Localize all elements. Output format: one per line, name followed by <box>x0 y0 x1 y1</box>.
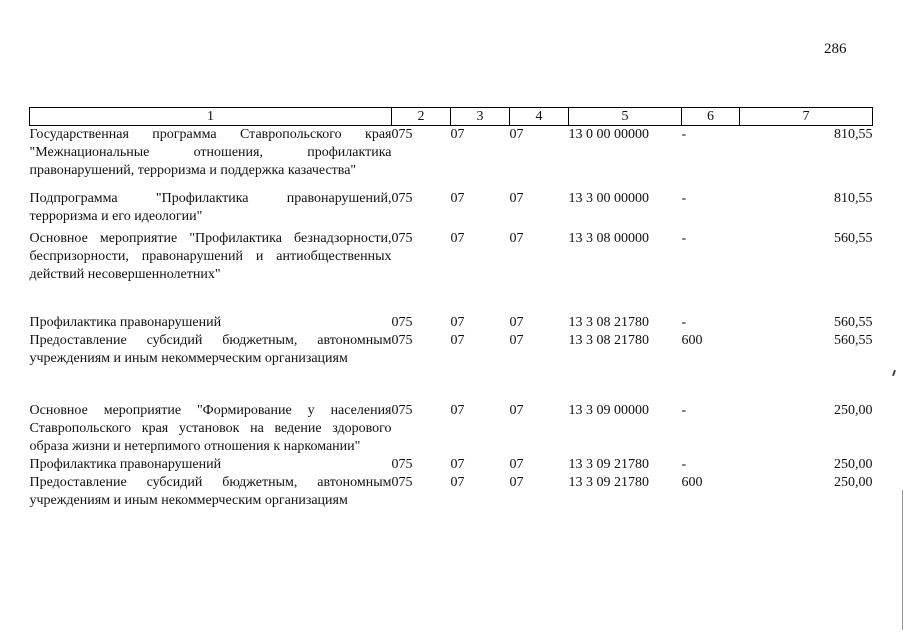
cell-target-article: 13 3 09 21780 <box>568 457 649 472</box>
cell-section: 07 <box>450 403 465 418</box>
row-name: Основное мероприятие "Формирование у населения Ставропольского края установок на ведение здорового образа жизни и нетерпимого отношения к наркомании" <box>29 403 392 454</box>
cell-subsection: 07 <box>509 475 524 490</box>
cell-ministry: 075 <box>391 475 413 490</box>
cell-target-article: 13 3 08 00000 <box>568 231 649 246</box>
cell-subsection: 07 <box>509 403 524 418</box>
cell-target-article: 13 3 08 21780 <box>568 315 649 330</box>
table-row <box>30 180 873 226</box>
cell-amount: 250,00 <box>834 403 873 418</box>
cell-amount: 560,55 <box>834 333 873 348</box>
cell-subsection: 07 <box>509 231 524 246</box>
page-number: 286 <box>824 41 847 57</box>
cell-target-article: 13 0 00 00000 <box>568 127 649 142</box>
table-row <box>30 368 873 456</box>
cell-section: 07 <box>450 333 465 348</box>
cell-subsection: 07 <box>509 127 524 142</box>
table-header-row <box>30 108 873 126</box>
cell-ministry: 075 <box>391 127 413 142</box>
table-row <box>30 332 873 368</box>
table-row <box>30 126 873 181</box>
cell-subsection: 07 <box>509 457 524 472</box>
cell-expense-type: - <box>681 403 687 418</box>
scan-edge-line <box>902 490 903 630</box>
cell-target-article: 13 3 09 00000 <box>568 403 649 418</box>
cell-section: 07 <box>450 315 465 330</box>
cell-ministry: 075 <box>391 191 413 206</box>
row-name: Предоставление субсидий бюджетным, автономным учреждениям и иным некоммерческим организациям <box>29 475 392 508</box>
cell-expense-type: - <box>681 191 687 206</box>
column-header: 5 <box>569 108 682 126</box>
cell-expense-type: 600 <box>681 333 703 348</box>
row-name: Профилактика правонарушений <box>29 457 222 472</box>
cell-subsection: 07 <box>509 333 524 348</box>
cell-ministry: 075 <box>391 457 413 472</box>
cell-target-article: 13 3 00 00000 <box>568 191 649 206</box>
cell-expense-type: - <box>681 231 687 246</box>
cell-amount: 560,55 <box>834 231 873 246</box>
column-header: 7 <box>740 108 873 126</box>
cell-expense-type: - <box>681 315 687 330</box>
cell-amount: 250,00 <box>834 475 873 490</box>
scan-speck <box>892 370 896 376</box>
cell-section: 07 <box>450 127 465 142</box>
cell-subsection: 07 <box>509 315 524 330</box>
cell-amount: 560,55 <box>834 315 873 330</box>
cell-section: 07 <box>450 475 465 490</box>
row-name: Государственная программа Ставропольского края "Межнациональные отношения, профилактика правонарушений, терроризма и поддержка казачества" <box>29 127 392 178</box>
cell-expense-type: - <box>681 127 687 142</box>
cell-expense-type: - <box>681 457 687 472</box>
cell-target-article: 13 3 09 21780 <box>568 475 649 490</box>
cell-target-article: 13 3 08 21780 <box>568 333 649 348</box>
cell-section: 07 <box>450 457 465 472</box>
column-header: 3 <box>451 108 510 126</box>
cell-ministry: 075 <box>391 333 413 348</box>
cell-section: 07 <box>450 191 465 206</box>
cell-amount: 810,55 <box>834 191 873 206</box>
column-header: 1 <box>30 108 392 126</box>
cell-ministry: 075 <box>391 403 413 418</box>
cell-ministry: 075 <box>391 315 413 330</box>
row-name: Подпрограмма "Профилактика правонарушений, терроризма и его идеологии" <box>29 191 392 224</box>
table-row <box>30 474 873 510</box>
row-name: Профилактика правонарушений <box>29 315 222 330</box>
budget-table <box>29 107 873 510</box>
row-name: Предоставление субсидий бюджетным, автономным учреждениям и иным некоммерческим организациям <box>29 333 392 366</box>
cell-ministry: 075 <box>391 231 413 246</box>
cell-amount: 250,00 <box>834 457 873 472</box>
cell-section: 07 <box>450 231 465 246</box>
cell-expense-type: 600 <box>681 475 703 490</box>
column-header: 2 <box>392 108 451 126</box>
column-header: 6 <box>682 108 740 126</box>
row-name: Основное мероприятие "Профилактика безнадзорности, беспризорности, правонарушений и антиобщественных действий несовершеннолетних" <box>29 231 392 282</box>
table-row <box>30 284 873 332</box>
cell-amount: 810,55 <box>834 127 873 142</box>
column-header: 4 <box>510 108 569 126</box>
table-row <box>30 456 873 474</box>
table-row <box>30 226 873 284</box>
cell-subsection: 07 <box>509 191 524 206</box>
